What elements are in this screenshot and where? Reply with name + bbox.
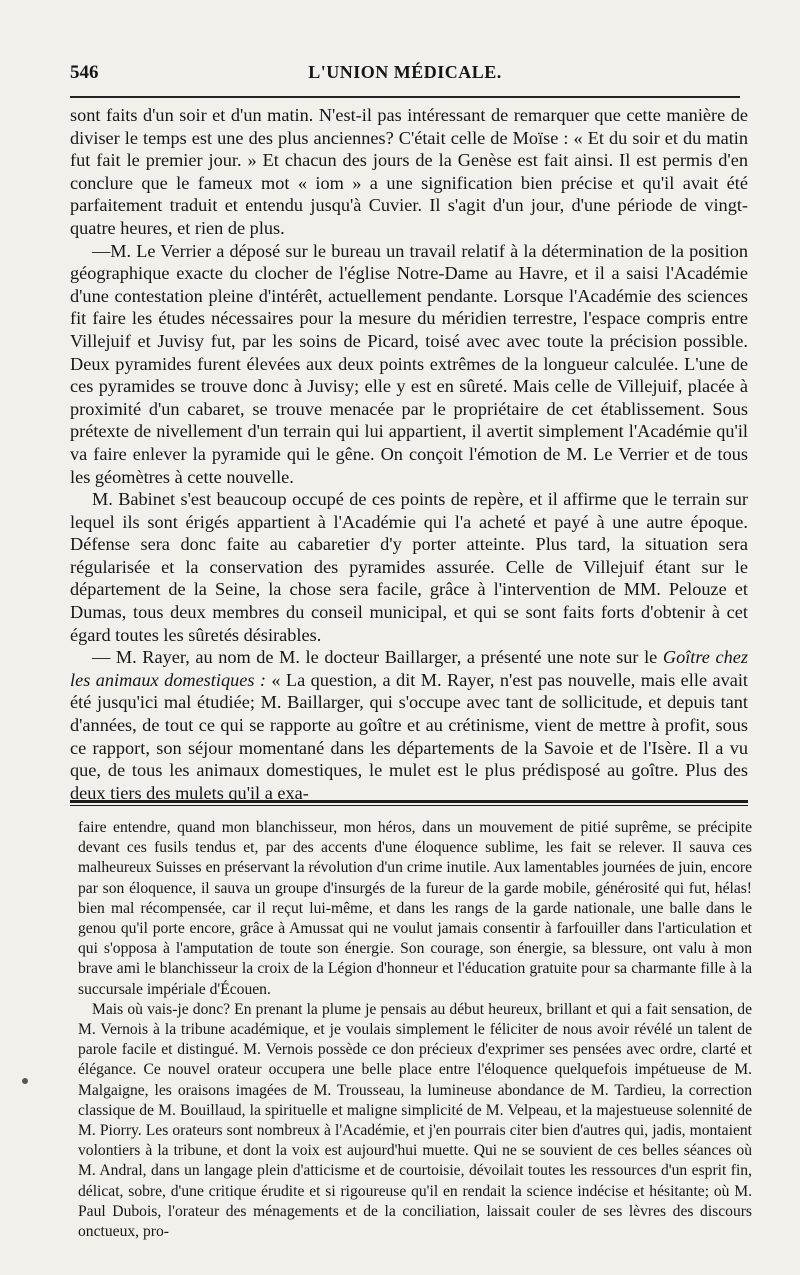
paragraph: —M. Le Verrier a déposé sur le bureau un travail relatif à la détermination de la position géographique exacte du clocher de l'église Notre-Dame au Havre, et il a saisi l'Académie d'une contestation pleine d'intérêt, actuellement pendante. Lorsque l'Académie des sciences fit faire les études nécessaires pour la mesure du méridien terrestre, l'espace compris entre Villejuif et Juvisy fut, par les soins de Picard, toisé avec avec toute la précision possible. Deux pyramides furent élevées aux deux points extrêmes de la longueur calculée. L'une de ces pyramides se trouve donc à Juvisy; elle y est en sûreté. Mais celle de Villejuif, placée à proximité d'un cabaret, se trouve menacée par le propriétaire de cet établissement. Sous prétexte de nivellement d'un terrain qui lui appartient, il avertit simplement l'Académie qu'il va faire enlever la pyramide qui le gêne. On conçoit l'émotion de M. Le Verrier et de tous les géomètres à cette nouvelle.: [70, 240, 748, 487]
paragraph: M. Babinet s'est beaucoup occupé de ces points de repère, et il affirme que le terrain sur lequel ils sont érigés appartient à l'Académie qui l'a acheté et payé à une autre époque. Défense sera donc faite au cabaretier d'y porter atteinte. Plus tard, la situation sera régularisée et la conservation des pyramides assurée. Celle de Villejuif étant sur le département de la Seine, la chose sera facile, grâce à l'intervention de MM. Pelouze et Dumas, tous deux membres du conseil municipal, et qui se sont faits forts d'obtenir à cet égard toutes les sûretés désirables.: [70, 489, 748, 645]
paragraph: Mais où vais-je donc? En prenant la plume je pensais au début heureux, brillant et qui a fait sensation, de M. Vernois à la tribune académique, et je voulais simplement le féliciter de nous avoir révélé un talent de parole facile et distingué. M. Vernois possède ce don précieux d'exprimer ses pensées avec ordre, clarté et élégance. Ce nouvel orateur occupera une belle place entre l'éloquence quelquefois impétueuse de M. Malgaigne, les oraisons imagées de M. Trousseau, la lumineuse abondance de M. Tardieu, la correction classique de M. Bouillaud, la spirituelle et maligne simplicité de M. Velpeau, et la majestueuse solennité de M. Piorry. Les orateurs sont nombreux à l'Académie, et j'en pourrais citer bien d'autres qui, jadis, montaient volontiers à la tribune, et dont la voix est aujourd'hui muette. Qui ne se souvient de ces belles séances où M. Andral, dans un langage plein d'atticisme et de courtoisie, dévoilait toutes les ressources d'un esprit fin, délicat, sobre, d'une critique érudite et si rigoureuse qu'il en rendait la science indécise et hésitante; où M. Paul Dubois, l'orateur des ménagements et de la conciliation, laissait couler de ses lèvres des discours onctueux, pro-: [78, 1000, 752, 1241]
page-header: [70, 58, 740, 94]
paragraph: faire entendre, quand mon blanchisseur, mon héros, dans un mouvement de pitié suprême, se précipite devant ces fusils tendus et, par des accents d'une éloquence sublime, les fait se relever. Il sauva ces malheureux Suisses en préservant la révolution d'un crime inutile. Aux lamentables journées de juin, encore par son éloquence, il sauva un groupe d'insurgés de la fureur de la garde mobile, générosité qui fut, hélas! bien mal récompensée, car il reçut lui-même, et dans les rangs de la garde nationale, une balle dans le genou qu'il porte encore, grâce à Amussat qui ne voulut jamais consentir à farfouiller dans l'articulation et qui s'opposa à l'amputation de toute son énergie. Son courage, son énergie, sa blessure, ont valu à mon brave ami le blanchisseur la croix de la Légion d'honneur et l'éducation gratuite pour sa charmante fille à la succursale impériale d'Écouen.: [78, 819, 752, 998]
feuilleton-separator: [70, 800, 748, 806]
paragraph-text: — M. Rayer, au nom de M. le docteur Baillarger, a présenté une note sur le: [92, 647, 663, 668]
feuilleton-column: [78, 818, 752, 1242]
paragraph-text: « La question, a dit M. Rayer, n'est pas nouvelle, mais elle avait été jusqu'ici mal étudiée; M. Baillarger, qui s'occupe avec tant de sollicitude, et depuis tant d'années, de tout ce qui se rapporte au goître et au crétinisme, vient de mettre à profit, sous ce rapport, son séjour momentané dans les départements de la Savoie et de l'Isère. Il a vu que, de tous les animaux domestiques, le mulet est le plus prédisposé au goître. Plus des deux tiers des mulets qu'il a exa-: [70, 669, 749, 803]
main-column: [70, 104, 748, 804]
ink-spot: [22, 1078, 28, 1084]
page-number: 546: [70, 62, 99, 83]
italic-title: Goître chez les animaux domestiques :: [70, 647, 748, 690]
header-rule: [70, 96, 740, 98]
running-title: L'UNION MÉDICALE.: [308, 62, 502, 82]
paragraph: sont faits d'un soir et d'un matin. N'est-il pas intéressant de remarquer que cette manière de diviser le temps est une des plus anciennes? C'était celle de Moïse : « Et du soir et du matin fut fait le premier jour. » Et chacun des jours de la Genèse est fait ainsi. Il est permis d'en conclure que le fameux mot « iom » a une signification bien précise et qu'il avait été parfaitement traduit et entendu jusqu'à Cuvier. Il s'agit d'un jour, d'une période de vingt-quatre heures, et rien de plus.: [70, 105, 748, 238]
paragraph: [70, 646, 748, 804]
